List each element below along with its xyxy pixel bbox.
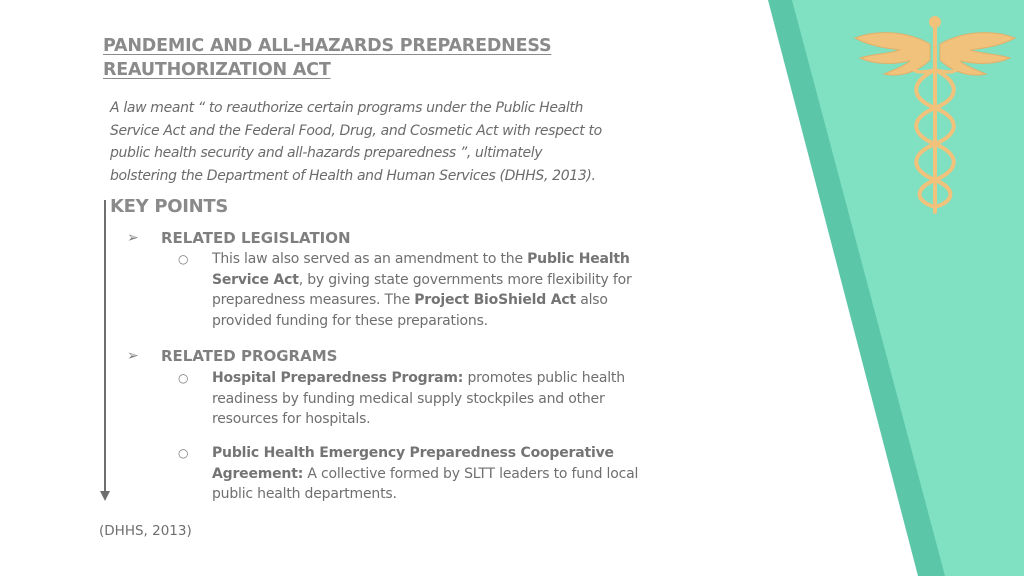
bold-run: Public Health Emergency Preparedness Cooperative [212,445,614,461]
bold-run: Agreement: [212,465,304,482]
bold-run: Public Health [527,251,630,267]
paragraph-line [212,368,692,389]
bold-run: Hospital Preparedness Program: [212,370,464,386]
hospital-program-paragraph [212,368,692,430]
text-run: This law also served as an amendment to the [212,251,528,267]
intro-line: public health security and all-hazards preparedness ”, ultimately [110,145,543,161]
paragraph-line [212,290,692,311]
slide-title-line-2: REAUTHORIZATION ACT [103,60,331,80]
text-run: promotes public health [463,370,625,386]
text-run: public health departments. [212,486,397,502]
paragraph-line [212,409,692,430]
bold-run: Project BioShield Act [414,292,576,308]
section-heading-label: RELATED LEGISLATION [161,229,351,247]
intro-paragraph [110,97,680,187]
paragraph-line [212,311,692,332]
section-heading-label: RELATED PROGRAMS [161,347,338,365]
circle-bullet-icon: ○ [178,446,189,460]
text-run: readiness by funding medical supply stockpiles and other [212,390,605,407]
text-run: preparedness measures. The [212,292,415,308]
bold-run: Service Act [212,271,299,288]
section-heading-related-programs [127,346,337,366]
circle-bullet-icon: ○ [178,371,189,385]
legislation-paragraph [212,249,692,331]
cooperative-agreement-paragraph [212,443,692,505]
timeline-arrow-icon [100,491,110,501]
arrow-bullet-icon: ➢ [127,348,139,364]
text-run: provided funding for these preparations. [212,312,488,329]
intro-line: A law meant “ to reauthorize certain programs under the Public Health [110,100,584,116]
intro-line: bolstering the Department of Health and Human Services (DHHS, 2013). [110,167,596,184]
paragraph-line [212,249,692,270]
arrow-bullet-icon: ➢ [127,230,139,246]
key-points-heading: KEY POINTS [110,196,229,217]
paragraph-line [212,464,692,485]
timeline-line [104,200,106,492]
text-run: resources for hospitals. [212,411,371,427]
section-heading-related-legislation [127,228,351,248]
paragraph-line [212,484,692,505]
paragraph-line [212,270,692,291]
paragraph-line [212,443,692,464]
slide-title-line-1: PANDEMIC AND ALL-HAZARDS PREPAREDNESS [103,36,552,56]
text-run: also [575,292,608,308]
source-citation: (DHHS, 2013) [99,523,192,539]
paragraph-line [212,389,692,410]
circle-bullet-icon: ○ [178,252,189,266]
intro-line: Service Act and the Federal Food, Drug, and Cosmetic Act with respect to [110,122,602,139]
text-run: A collective formed by SLTT leaders to fund local [303,465,639,482]
text-run: , by giving state governments more flexibility for [298,271,632,288]
slide-title [103,34,663,82]
